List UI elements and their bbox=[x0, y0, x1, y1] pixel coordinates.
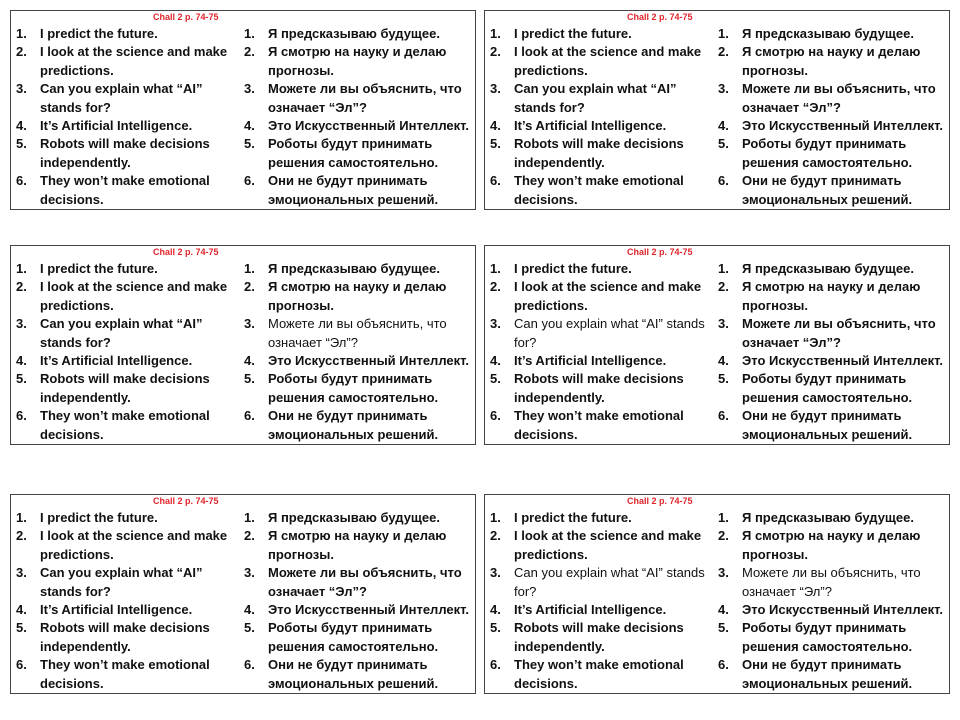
list-item bbox=[717, 315, 953, 352]
list-item bbox=[717, 370, 953, 407]
list-item bbox=[15, 509, 239, 527]
list-item bbox=[15, 315, 239, 352]
item-number: 2. bbox=[244, 279, 255, 295]
list-item bbox=[489, 407, 713, 444]
list-item bbox=[489, 172, 713, 209]
list-item bbox=[717, 601, 953, 619]
list-item bbox=[243, 80, 479, 117]
russian-column bbox=[243, 25, 479, 209]
list-item bbox=[717, 278, 953, 315]
vocab-card-5 bbox=[10, 494, 476, 694]
english-column bbox=[15, 25, 239, 209]
list-item bbox=[489, 117, 713, 135]
list-item bbox=[489, 315, 713, 352]
item-text: It’s Artificial Intelligence. bbox=[40, 118, 193, 134]
item-text: They won’t make emotional decisions. bbox=[514, 173, 684, 207]
english-column bbox=[489, 25, 713, 209]
item-number: 6. bbox=[718, 408, 729, 424]
list-item bbox=[489, 260, 713, 278]
item-text: Robots will make decisions independently. bbox=[514, 136, 684, 170]
card-header: Chall 2 p. 74-75 bbox=[627, 247, 693, 257]
item-text: Can you explain what “AI” stands for? bbox=[40, 81, 203, 115]
item-number: 5. bbox=[244, 371, 255, 387]
item-text: It’s Artificial Intelligence. bbox=[514, 353, 667, 369]
item-number: 1. bbox=[490, 261, 501, 276]
item-number: 3. bbox=[244, 565, 255, 581]
list-item bbox=[489, 564, 713, 601]
item-text: They won’t make emotional decisions. bbox=[40, 408, 210, 442]
item-number: 4. bbox=[718, 353, 729, 369]
item-number: 3. bbox=[16, 316, 27, 332]
list-item bbox=[717, 656, 953, 693]
item-number: 4. bbox=[490, 602, 501, 618]
list-item bbox=[489, 43, 713, 80]
item-text: Роботы будут принимать решения самостоятельно. bbox=[268, 371, 439, 405]
list-item bbox=[15, 619, 239, 656]
list-item bbox=[489, 619, 713, 656]
list-item bbox=[717, 117, 953, 135]
item-text: Они не будут принимать эмоциональных решений. bbox=[268, 408, 439, 442]
list-item bbox=[717, 509, 953, 527]
item-text: Роботы будут принимать решения самостоятельно. bbox=[742, 136, 913, 170]
item-number: 3. bbox=[16, 81, 27, 97]
item-text: Они не будут принимать эмоциональных решений. bbox=[268, 657, 439, 691]
item-number: 3. bbox=[490, 81, 501, 97]
item-number: 4. bbox=[718, 602, 729, 618]
item-number: 5. bbox=[718, 620, 729, 636]
list-item bbox=[717, 43, 953, 80]
list-item bbox=[243, 656, 479, 693]
item-text: I predict the future. bbox=[40, 261, 158, 276]
card-header: Chall 2 p. 74-75 bbox=[627, 496, 693, 506]
list-item bbox=[717, 172, 953, 209]
item-text: Я смотрю на науку и делаю прогнозы. bbox=[268, 528, 447, 562]
item-text: Я предсказываю будущее. bbox=[268, 26, 440, 41]
item-number: 6. bbox=[244, 408, 255, 424]
list-item bbox=[243, 564, 479, 601]
list-item bbox=[243, 260, 479, 278]
item-number: 1. bbox=[718, 26, 729, 41]
list-item bbox=[15, 43, 239, 80]
list-item bbox=[717, 25, 953, 43]
item-text: I predict the future. bbox=[40, 510, 158, 525]
item-text: They won’t make emotional decisions. bbox=[514, 657, 684, 691]
list-item bbox=[243, 370, 479, 407]
item-text: Это Искусственный Интеллект. bbox=[268, 118, 469, 134]
list-item bbox=[243, 619, 479, 656]
item-text: Robots will make decisions independently. bbox=[40, 371, 210, 405]
item-text: They won’t make emotional decisions. bbox=[40, 173, 210, 207]
item-text: Можете ли вы объяснить, что означает “Эл”? bbox=[742, 81, 936, 115]
item-number: 5. bbox=[16, 136, 27, 152]
item-text: Можете ли вы объяснить, что означает “Эл”? bbox=[268, 565, 462, 599]
item-number: 1. bbox=[718, 510, 729, 525]
item-text: I predict the future. bbox=[514, 26, 632, 41]
list-item bbox=[243, 117, 479, 135]
item-number: 3. bbox=[490, 565, 501, 581]
item-text: Я предсказываю будущее. bbox=[742, 261, 914, 276]
item-number: 3. bbox=[16, 565, 27, 581]
item-number: 3. bbox=[718, 565, 729, 581]
item-text: They won’t make emotional decisions. bbox=[40, 657, 210, 691]
item-number: 5. bbox=[490, 620, 501, 636]
item-text: It’s Artificial Intelligence. bbox=[40, 353, 193, 369]
item-text: Can you explain what “AI” stands for? bbox=[514, 81, 677, 115]
item-number: 6. bbox=[718, 173, 729, 189]
item-number: 6. bbox=[16, 657, 27, 673]
item-text: Роботы будут принимать решения самостоятельно. bbox=[742, 371, 913, 405]
list-item bbox=[15, 25, 239, 43]
item-text: It’s Artificial Intelligence. bbox=[40, 602, 193, 618]
list-item bbox=[15, 278, 239, 315]
item-text: Я смотрю на науку и делаю прогнозы. bbox=[268, 279, 447, 313]
item-number: 1. bbox=[490, 26, 501, 41]
item-text: Можете ли вы объяснить, что означает “Эл”? bbox=[742, 316, 936, 350]
item-text: It’s Artificial Intelligence. bbox=[514, 118, 667, 134]
item-text: Я смотрю на науку и делаю прогнозы. bbox=[268, 44, 447, 78]
item-text: Роботы будут принимать решения самостоятельно. bbox=[268, 136, 439, 170]
item-number: 4. bbox=[244, 353, 255, 369]
card-header: Chall 2 p. 74-75 bbox=[153, 247, 219, 257]
list-item bbox=[243, 135, 479, 172]
item-number: 5. bbox=[244, 136, 255, 152]
item-text: Я предсказываю будущее. bbox=[742, 26, 914, 41]
item-text: I look at the science and make predictions. bbox=[40, 528, 228, 562]
item-text: Я предсказываю будущее. bbox=[268, 261, 440, 276]
list-item bbox=[15, 352, 239, 370]
vocab-card-2 bbox=[484, 10, 950, 210]
item-number: 6. bbox=[490, 173, 501, 189]
list-item bbox=[489, 601, 713, 619]
item-number: 3. bbox=[244, 316, 255, 332]
vocab-card-1 bbox=[10, 10, 476, 210]
item-number: 3. bbox=[718, 316, 729, 332]
item-text: Я предсказываю будущее. bbox=[742, 510, 914, 525]
item-text: I look at the science and make predictions. bbox=[40, 44, 228, 78]
item-number: 5. bbox=[244, 620, 255, 636]
item-number: 4. bbox=[244, 602, 255, 618]
item-number: 4. bbox=[490, 353, 501, 369]
item-number: 4. bbox=[490, 118, 501, 134]
list-item bbox=[717, 527, 953, 564]
item-text: Они не будут принимать эмоциональных решений. bbox=[742, 173, 913, 207]
item-number: 6. bbox=[244, 657, 255, 673]
item-number: 2. bbox=[718, 44, 729, 60]
english-column bbox=[489, 260, 713, 444]
item-text: Can you explain what “AI” stands for? bbox=[514, 316, 705, 350]
item-text: Can you explain what “AI” stands for? bbox=[40, 316, 203, 350]
russian-column bbox=[243, 260, 479, 444]
item-text: It’s Artificial Intelligence. bbox=[514, 602, 667, 618]
list-item bbox=[243, 352, 479, 370]
russian-column bbox=[717, 260, 953, 444]
item-text: Можете ли вы объяснить, что означает “Эл”? bbox=[268, 81, 462, 115]
item-text: Можете ли вы объяснить, что означает “Эл”? bbox=[742, 565, 921, 599]
list-item bbox=[489, 278, 713, 315]
list-item bbox=[717, 352, 953, 370]
list-item bbox=[243, 601, 479, 619]
item-text: I look at the science and make predictions. bbox=[514, 44, 702, 78]
card-header: Chall 2 p. 74-75 bbox=[153, 12, 219, 22]
list-item bbox=[717, 407, 953, 444]
item-text: I predict the future. bbox=[40, 26, 158, 41]
list-item bbox=[717, 135, 953, 172]
card-header: Chall 2 p. 74-75 bbox=[153, 496, 219, 506]
item-number: 5. bbox=[718, 136, 729, 152]
item-number: 2. bbox=[16, 279, 27, 295]
list-item bbox=[489, 352, 713, 370]
list-item bbox=[489, 527, 713, 564]
item-number: 1. bbox=[16, 510, 27, 525]
list-item bbox=[243, 527, 479, 564]
item-number: 6. bbox=[490, 408, 501, 424]
list-item bbox=[15, 370, 239, 407]
vocab-card-6 bbox=[484, 494, 950, 694]
item-number: 2. bbox=[718, 528, 729, 544]
item-text: Они не будут принимать эмоциональных решений. bbox=[742, 408, 913, 442]
item-number: 4. bbox=[16, 353, 27, 369]
item-number: 4. bbox=[16, 602, 27, 618]
item-text: Это Искусственный Интеллект. bbox=[742, 118, 943, 134]
item-text: I look at the science and make predictions. bbox=[514, 528, 702, 562]
russian-column bbox=[717, 25, 953, 209]
item-number: 6. bbox=[16, 173, 27, 189]
list-item bbox=[717, 564, 953, 601]
item-text: I predict the future. bbox=[514, 261, 632, 276]
item-text: I look at the science and make predictions. bbox=[40, 279, 228, 313]
item-number: 5. bbox=[490, 371, 501, 387]
list-item bbox=[243, 25, 479, 43]
item-text: Can you explain what “AI” stands for? bbox=[514, 565, 705, 599]
list-item bbox=[15, 80, 239, 117]
list-item bbox=[243, 315, 479, 352]
list-item bbox=[15, 260, 239, 278]
item-number: 1. bbox=[16, 261, 27, 276]
item-number: 2. bbox=[718, 279, 729, 295]
item-text: I look at the science and make predictions. bbox=[514, 279, 702, 313]
list-item bbox=[243, 43, 479, 80]
item-number: 5. bbox=[718, 371, 729, 387]
list-item bbox=[717, 619, 953, 656]
item-number: 6. bbox=[16, 408, 27, 424]
item-text: Robots will make decisions independently. bbox=[40, 620, 210, 654]
list-item bbox=[15, 527, 239, 564]
item-number: 4. bbox=[718, 118, 729, 134]
item-text: Robots will make decisions independently. bbox=[40, 136, 210, 170]
item-text: Я смотрю на науку и делаю прогнозы. bbox=[742, 279, 921, 313]
item-number: 6. bbox=[244, 173, 255, 189]
item-number: 2. bbox=[244, 528, 255, 544]
item-number: 2. bbox=[490, 279, 501, 295]
english-column bbox=[489, 509, 713, 693]
item-text: Robots will make decisions independently. bbox=[514, 620, 684, 654]
item-text: Это Искусственный Интеллект. bbox=[268, 602, 469, 618]
list-item bbox=[15, 117, 239, 135]
english-column bbox=[15, 509, 239, 693]
list-item bbox=[489, 80, 713, 117]
list-item bbox=[15, 135, 239, 172]
list-item bbox=[15, 564, 239, 601]
item-number: 6. bbox=[490, 657, 501, 673]
item-number: 5. bbox=[16, 371, 27, 387]
item-number: 1. bbox=[244, 26, 255, 41]
item-number: 4. bbox=[244, 118, 255, 134]
item-number: 4. bbox=[16, 118, 27, 134]
card-header: Chall 2 p. 74-75 bbox=[627, 12, 693, 22]
item-number: 1. bbox=[718, 261, 729, 276]
item-text: Роботы будут принимать решения самостоятельно. bbox=[268, 620, 439, 654]
item-number: 6. bbox=[718, 657, 729, 673]
list-item bbox=[15, 601, 239, 619]
item-text: Я смотрю на науку и делаю прогнозы. bbox=[742, 528, 921, 562]
list-item bbox=[15, 656, 239, 693]
list-item bbox=[489, 656, 713, 693]
item-text: Я смотрю на науку и делаю прогнозы. bbox=[742, 44, 921, 78]
item-text: Я предсказываю будущее. bbox=[268, 510, 440, 525]
russian-column bbox=[243, 509, 479, 693]
item-text: Can you explain what “AI” stands for? bbox=[40, 565, 203, 599]
item-text: Роботы будут принимать решения самостоятельно. bbox=[742, 620, 913, 654]
item-text: I predict the future. bbox=[514, 510, 632, 525]
item-text: Это Искусственный Интеллект. bbox=[742, 353, 943, 369]
item-text: Это Искусственный Интеллект. bbox=[268, 353, 469, 369]
list-item bbox=[243, 172, 479, 209]
list-item bbox=[243, 509, 479, 527]
item-number: 5. bbox=[490, 136, 501, 152]
item-number: 1. bbox=[244, 510, 255, 525]
list-item bbox=[243, 278, 479, 315]
item-number: 2. bbox=[490, 44, 501, 60]
item-number: 3. bbox=[490, 316, 501, 332]
list-item bbox=[489, 135, 713, 172]
item-number: 2. bbox=[16, 528, 27, 544]
russian-column bbox=[717, 509, 953, 693]
english-column bbox=[15, 260, 239, 444]
list-item bbox=[489, 509, 713, 527]
item-number: 1. bbox=[490, 510, 501, 525]
item-text: Они не будут принимать эмоциональных решений. bbox=[742, 657, 913, 691]
item-text: They won’t make emotional decisions. bbox=[514, 408, 684, 442]
list-item bbox=[489, 370, 713, 407]
vocab-card-4 bbox=[484, 245, 950, 445]
item-number: 3. bbox=[718, 81, 729, 97]
item-number: 2. bbox=[244, 44, 255, 60]
item-number: 1. bbox=[16, 26, 27, 41]
list-item bbox=[15, 407, 239, 444]
vocab-card-3 bbox=[10, 245, 476, 445]
item-number: 3. bbox=[244, 81, 255, 97]
item-text: Это Искусственный Интеллект. bbox=[742, 602, 943, 618]
item-text: Они не будут принимать эмоциональных решений. bbox=[268, 173, 439, 207]
item-number: 5. bbox=[16, 620, 27, 636]
list-item bbox=[717, 260, 953, 278]
item-number: 2. bbox=[16, 44, 27, 60]
item-number: 1. bbox=[244, 261, 255, 276]
item-number: 2. bbox=[490, 528, 501, 544]
list-item bbox=[717, 80, 953, 117]
item-text: Можете ли вы объяснить, что означает “Эл”? bbox=[268, 316, 447, 350]
list-item bbox=[243, 407, 479, 444]
list-item bbox=[489, 25, 713, 43]
list-item bbox=[15, 172, 239, 209]
item-text: Robots will make decisions independently. bbox=[514, 371, 684, 405]
